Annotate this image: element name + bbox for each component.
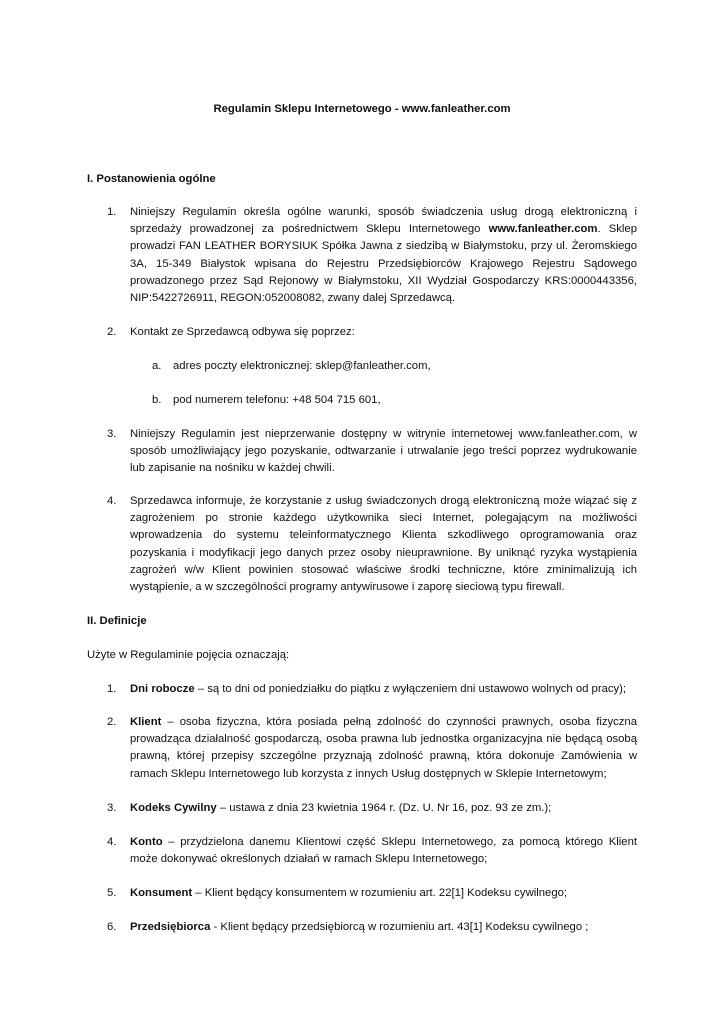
definition-item	[87, 834, 637, 868]
item-text: Klient – osoba fizyczna, która posiada pełną zdolność do czynności prawnych, osoba fizyczna prowadząca działalność gospodarczą, osoba prawna lub jednostka organizacyjna nie będącą osobą prawną, której przepisy szczególne przyznają zdolność prawną, która dokonuje Zamówienia w ramach Sklepu Internetowego lub korzysta z innych Usług dostępnych w Sklepie Internetowym;	[130, 716, 637, 780]
item-text: Niniejszy Regulamin określa ogólne warunki, sposób świadczenia usług drogą elektroniczną i sprzedaży prowadzonej za pośrednictwem Sklepu Internetowego www.fanleather.com. Sklep prowadzi FAN LEATHER BORYSIUK Spółka Jawna z siedzibą w Białymstoku, przy ul. Żeromskiego 3A, 15-349 Białystok wpisana do Rejestru Przedsiębiorców Krajowego Rejestru Sądowego prowadzonego przez Sąd Rejonowy w Białymstoku, XII Wydział Gospodarczy KRS:0000443356, NIP:5422726911, REGON:052008082, zwany dalej Sprzedawcą.	[130, 206, 638, 305]
item-number: 1.	[107, 206, 117, 218]
item-text: pod numerem telefonu: +48 504 715 601,	[173, 394, 381, 406]
item-number: 2.	[107, 716, 117, 728]
document-title: Regulamin Sklepu Internetowego - www.fanleather.com	[213, 103, 511, 115]
section-heading-general: I. Postanowienia ogólne	[87, 173, 216, 185]
definition-term: Klient	[130, 716, 162, 728]
list-item	[87, 324, 637, 341]
item-number: 4.	[107, 836, 117, 848]
definition-term: Kodeks Cywilny	[130, 802, 217, 814]
list-item	[87, 426, 637, 478]
section-heading-definitions: II. Definicje	[87, 615, 147, 627]
item-number: 2.	[107, 326, 117, 338]
list-item	[87, 493, 637, 596]
list-item	[87, 204, 637, 307]
item-text: Kontakt ze Sprzedawcą odbywa się poprzez:	[130, 326, 355, 338]
item-text: Przedsiębiorca - Klient będący przedsiębiorcą w rozumieniu art. 43[1] Kodeksu cywilnego ;	[130, 921, 589, 933]
item-number: 6.	[107, 921, 117, 933]
definition-term: Przedsiębiorca	[130, 921, 211, 933]
item-letter: b.	[152, 394, 162, 406]
definition-item	[87, 919, 637, 936]
item-number: 3.	[107, 428, 117, 440]
shop-url: www.fanleather.com	[488, 223, 598, 236]
item-letter: a.	[152, 360, 162, 372]
item-text: Sprzedawca informuje, że korzystanie z usług świadczonych drogą elektroniczną może wiązać się z zagrożeniem po stronie każdego użytkownika sieci Internet, polegającym na możliwości wprowadzenia do systemu teleinformatycznego Klienta szkodliwego oprogramowania oraz pozyskania i modyfikacji jego danych przez osoby nieuprawnione. By uniknąć ryzyka wystąpienia zagrożeń w/w Klient powinien stosować właściwe środki techniczne, które zminimalizują ich wystąpienie, a w szczególności programy antywirusowe i zaporę sieciową typu firewall.	[130, 495, 637, 594]
item-text: Dni robocze – są to dni od poniedziałku do piątku z wyłączeniem dni ustawowo wolnych od pracy);	[130, 683, 627, 695]
item-text: Konsument – Klient będący konsumentem w rozumieniu art. 22[1] Kodeksu cywilnego;	[130, 887, 568, 899]
definitions-intro: Użyte w Regulaminie pojęcia oznaczają:	[87, 649, 290, 661]
sub-list-item	[130, 358, 637, 375]
item-number: 3.	[107, 802, 117, 814]
item-text: Kodeks Cywilny – ustawa z dnia 23 kwietnia 1964 r. (Dz. U. Nr 16, poz. 93 ze zm.);	[130, 802, 552, 814]
definition-item	[87, 714, 637, 783]
definition-item	[87, 885, 637, 902]
sub-list-item	[130, 392, 637, 409]
definition-term: Konsument	[130, 887, 193, 899]
item-number: 4.	[107, 495, 117, 507]
item-number: 5.	[107, 887, 117, 899]
definition-item	[87, 681, 637, 698]
item-text: Niniejszy Regulamin jest nieprzerwanie dostępny w witrynie internetowej www.fanleather.com, w sposób umożliwiający jego pozyskanie, odtwarzanie i utrwalanie jego treści poprzez wydrukowanie lub zapisanie na nośniku w każdej chwili.	[130, 428, 637, 475]
definition-term: Konto	[130, 836, 163, 848]
definition-item	[87, 800, 637, 817]
item-text: adres poczty elektronicznej: sklep@fanleather.com,	[173, 360, 431, 372]
item-number: 1.	[107, 683, 117, 695]
definition-term: Dni robocze	[130, 683, 195, 695]
item-text: Konto – przydzielona danemu Klientowi część Sklepu Internetowego, za pomocą którego Klient może dokonywać określonych działań w ramach Sklepu Internetowego;	[130, 836, 637, 866]
